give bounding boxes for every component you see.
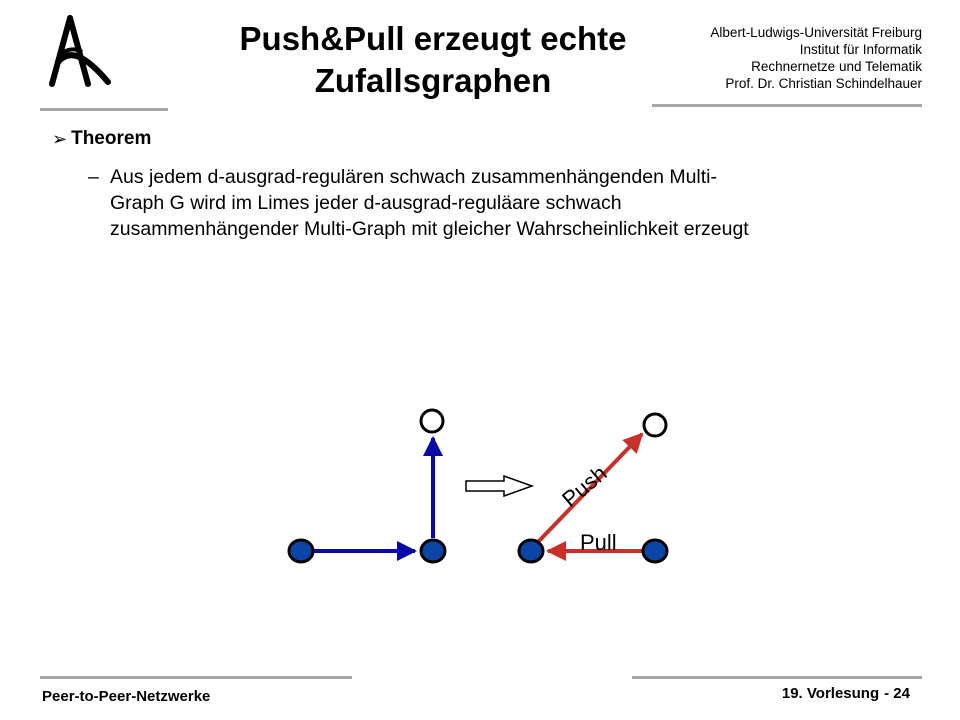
theorem-heading: Theorem [71, 128, 152, 149]
institute-line: Albert-Ludwigs-Universität Freiburg [710, 25, 922, 40]
right-node-top [644, 414, 666, 436]
theorem-line: Graph G wird im Limes jeder d-ausgrad-reguläare schwach [110, 192, 622, 214]
institute-line: Rechnernetze und Telematik [751, 59, 922, 74]
pull-label: Pull [580, 530, 617, 555]
footer-rule-right [632, 676, 922, 679]
left-node-bottom-right [421, 540, 445, 562]
footer-rule-left [40, 676, 352, 679]
left-node-bottom-left [289, 540, 313, 562]
theorem-line: Aus jedem d-ausgrad-regulären schwach zusammenhängenden Multi- [110, 166, 717, 188]
left-node-top [421, 410, 443, 432]
arrow-bullet-icon: ➢ [52, 128, 68, 149]
push-label: Push [557, 460, 612, 512]
page-info [782, 685, 910, 702]
institute-line: Institut für Informatik [799, 42, 922, 57]
dash-bullet: – [88, 166, 99, 188]
course-name: Peer-to-Peer-Netzwerke [42, 688, 211, 705]
lecture-number: 19. Vorlesung [781, 685, 880, 702]
transform-arrow-icon [466, 476, 532, 496]
title-line-2: Zufallsgraphen [314, 62, 552, 99]
right-node-bottom-right [643, 540, 667, 562]
title-line-1: Push&Pull erzeugt echte [239, 20, 627, 57]
theorem-line: zusammenhängender Multi-Graph mit gleicher Wahrscheinlichkeit erzeugt [110, 218, 749, 240]
page-number: - 24 [884, 685, 910, 702]
right-node-bottom-left [519, 540, 543, 562]
institute-line: Prof. Dr. Christian Schindelhauer [725, 76, 922, 91]
